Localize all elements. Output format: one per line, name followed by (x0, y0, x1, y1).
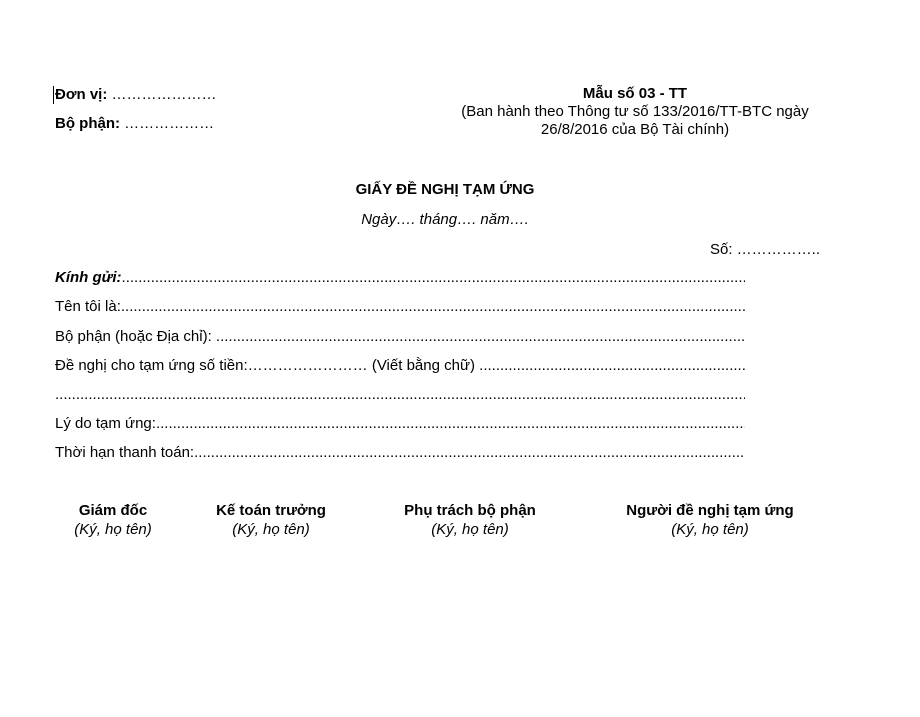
issued-line-2: 26/8/2016 của Bộ Tài chính) (540, 121, 730, 138)
signature-department-head (380, 501, 560, 539)
form-header (430, 85, 840, 139)
blank-dotted-line (55, 386, 745, 404)
don-vi-dots: ………………… (107, 86, 217, 103)
bo-phan-dia-chi-label: Bộ phận (hoặc Địa chỉ): (55, 328, 216, 345)
signature-note: (Ký, họ tên) (431, 521, 509, 538)
de-nghi-label: Đề nghị cho tạm ứng số tiền: (55, 357, 248, 374)
signature-role: Phụ trách bộ phận (404, 502, 536, 519)
thoi-han-label: Thời hạn thanh toán: (55, 444, 195, 461)
text-cursor (53, 86, 54, 104)
thoi-han-line (55, 444, 745, 462)
don-vi-label: Đơn vị: (55, 86, 108, 103)
form-number: Mẫu số 03 - TT (582, 85, 688, 102)
signature-requester (600, 501, 820, 539)
bo-phan-line (55, 115, 214, 132)
signature-role: Người đề nghị tạm ứng (626, 502, 794, 519)
ten-toi-la-line (55, 298, 745, 316)
bo-phan-dots: ……………… (120, 115, 215, 132)
signature-note: (Ký, họ tên) (671, 521, 749, 538)
de-nghi-amount-dots: …………………… (247, 357, 368, 374)
ly-do-label: Lý do tạm ứng: (55, 415, 156, 432)
date-line: Ngày…. tháng…. năm…. (361, 211, 529, 228)
signature-role: Kế toán trưởng (216, 502, 326, 519)
document-title: GIẤY ĐỀ NGHỊ TẠM ỨNG (355, 181, 535, 198)
kinh-gui-label: Kính gửi: (55, 269, 122, 286)
ten-toi-la-label: Tên tôi là: (55, 298, 121, 315)
so-line: Số: …………….. (710, 241, 821, 258)
bo-phan-dia-chi-line (55, 328, 745, 346)
signature-chief-accountant (196, 501, 346, 539)
issued-line-1: (Ban hành theo Thông tư số 133/2016/TT-BTC ngày (461, 103, 809, 120)
signature-role: Giám đốc (78, 502, 148, 519)
de-nghi-line (55, 357, 745, 375)
viet-bang-chu-label: (Viết bằng chữ) (367, 357, 480, 374)
signature-director (43, 501, 183, 539)
don-vi-line (55, 86, 217, 103)
signature-note: (Ký, họ tên) (74, 521, 152, 538)
ly-do-line (55, 415, 745, 433)
bo-phan-label: Bộ phận: (55, 115, 120, 132)
signature-note: (Ký, họ tên) (232, 521, 310, 538)
kinh-gui-line (55, 269, 745, 287)
